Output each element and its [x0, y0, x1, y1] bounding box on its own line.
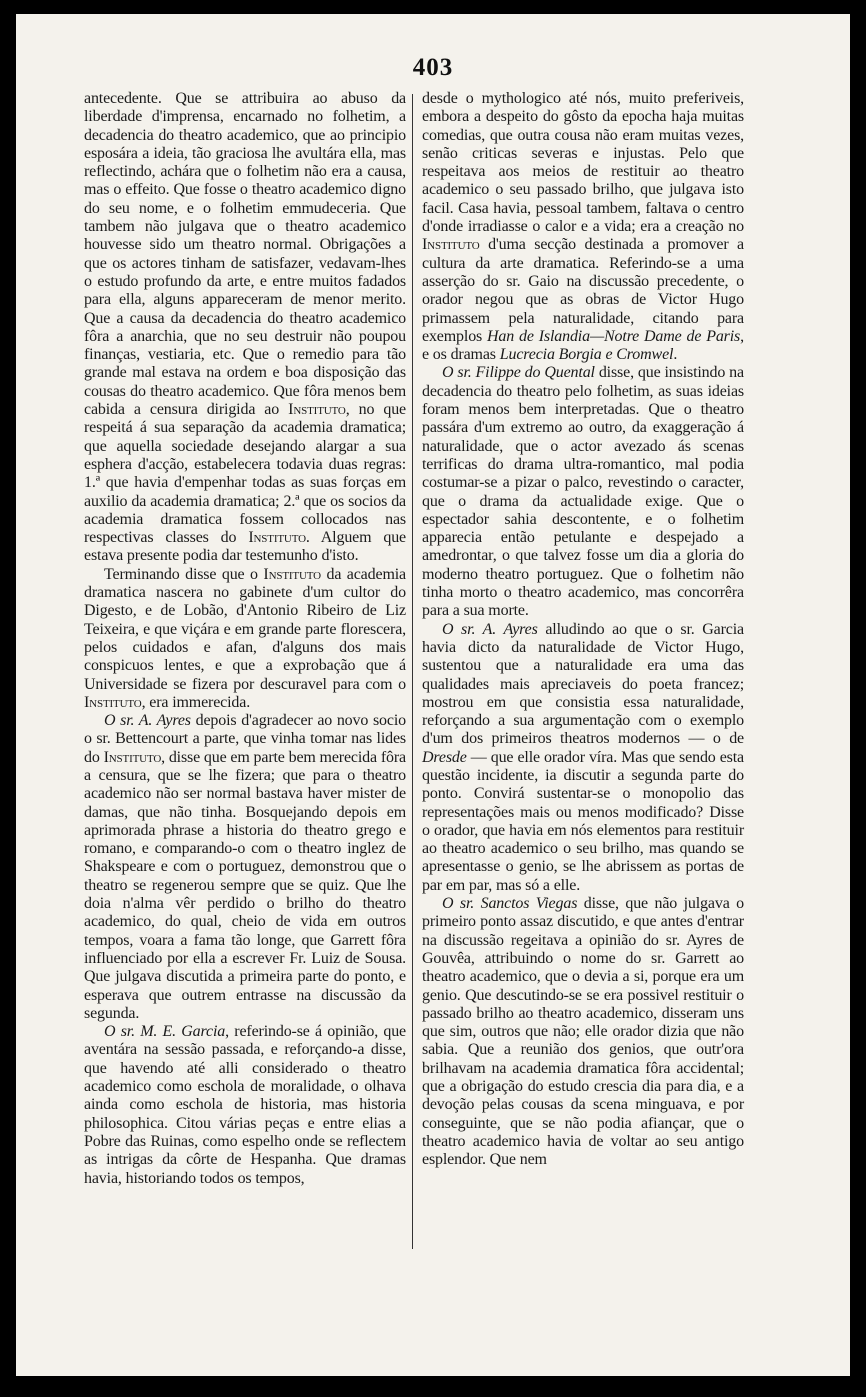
instituto-ref: Instituto	[84, 693, 142, 711]
drama-titles: Lucrecia Borgia e Cromwel	[499, 346, 674, 364]
instituto-ref: Instituto	[103, 748, 162, 766]
column-divider	[412, 94, 413, 1249]
paragraph: O sr. Sanctos Viegas disse, que não julgava o primeiro ponto assaz discutido, e que antes d'entrar na discussão regeitava a opinião do sr. Ayres de Gouvêa, attribuindo o nome do sr. Garrett ao theatro academico, que o devia a si, porque era um genio. Que descutindo-se se era possivel restituir o passado brilho ao theatro academico, disseram uns que sim, outros que não; elle orador dizia que não sabia. Que a reunião dos genios, que outr'ora brilhavam na academia dramatica fôra accidental; que a obrigação do estudo crescia dia para dia, e a devoção pelas cousas da scena minguava, e por conseguinte, que se não podia afiançar, que o theatro academico havia de voltar ao seu antigo esplendor. Que nem	[422, 895, 744, 1169]
work-titles: Han de Islandia—Notre Dame de Paris	[487, 327, 741, 345]
paragraph: O sr. M. E. Garcia, referindo-se á opinião, que aventára na sessão passada, e reforçando-a disse, que havendo até alli considerado o theatro academico como eschola de moralidade, o olhava ainda como eschola de historia, mas historia philosophica. Citou várias peças e entre elias a Pobre das Ruinas, como espelho onde se reflectem as intrigas da côrte de Hespanha. Que dramas havia, historiando todos os tempos,	[84, 1023, 407, 1187]
page-number: 403	[412, 54, 454, 81]
left-column	[84, 90, 406, 1188]
document-page	[16, 14, 850, 1376]
paragraph: Terminando disse que o Instituto da academia dramatica nascera no gabinete d'um cultor do Digesto, e de Lobão, d'Antonio Ribeiro de Liz Teixeira, e que viçára e em grande parte florescera, pelos cuidados e afan, d'alguns dos mais conspicuos lentes, e que a exprobação que á Universidade se fizera por descuravel para com o Instituto, era immerecida.	[84, 565, 406, 711]
speaker-name: O sr. A. Ayres	[442, 620, 538, 638]
paragraph: desde o mythologico até nós, muito preferiveis, embora a despeito do gôsto da epocha haja muitas comedias, que outra cousa não eram muitas vezes, senão criticas severas e injustas. Pelo que respeitava aos meios de restituir ao theatro academico o seu passado brilho, que julgava isto facil. Casa havia, pessoal tambem, faltava o centro d'onde irradiasse o calor e a vida; era a creação no Instituto d'uma secção destinada a promover a cultura da arte dramatica. Referindo-se a uma asserção do sr. Gaio na discussão precedente, o orador negou que as obras de Victor Hugo primassem pela naturalidade, citando para exemplos Han de Islandia—Notre Dame de Paris, e os dramas Lucrecia Borgia e Cromwel.	[422, 90, 744, 364]
right-column	[422, 90, 744, 1170]
speaker-name: O sr. A. Ayres	[104, 712, 191, 730]
instituto-ref: Instituto	[263, 565, 321, 583]
paragraph: O sr. A. Ayres depois d'agradecer ao novo socio o sr. Bettencourt a parte, que vinha tomar nas lides do Instituto, disse que em parte bem merecida fôra a censura, que se lhe fizera; que para o theatro academico não ser normal bastava haver mister de damas, que não tinha. Bosquejando depois em aprimorada phrase a historia do theatro grego e romano, e comparando-o com o theatro inglez de Shakspeare e com o portuguez, demonstrou que o theatro se regenerou sempre que se quiz. Que lhe doia n'alma vêr perdido o brilho do theatro academico, do qual, cheio de vida em outros tempos, voara a fama tão longe, que Garrett fôra influenciado por ella a escrever Fr. Luiz de Sousa. Que julgava discutida a primeira parte do ponto, e esperava que outrem entrasse na discussão da segunda.	[84, 712, 406, 1022]
paragraph: O sr. Filippe do Quental disse, que insistindo na decadencia do theatro pelo folhetim, as suas ideias foram menos bem interpretadas. Que o theatro passára d'um extremo ao outro, da exaggeração á naturalidade, que o actor avezado ás scenas terrificas do drama ultra-romantico, mal podia costumar-se a pizar o palco, revestindo o caracter, que o drama da actualidade exige. Que o espectador sahia descontente, e o folhetim apparecia então petulante e despejado a amedrontar, o que talvez fosse um dia a gloria do moderno theatro portuguez. Que o folhetim não tinha morto o theatro academico, mas concorrêra para a sua morte.	[422, 364, 744, 620]
instituto-ref: Instituto	[288, 401, 346, 419]
place-name: Dresde	[422, 748, 467, 766]
speaker-name: O sr. M. E. Garcia	[104, 1023, 226, 1041]
instituto-ref: Instituto	[422, 236, 480, 254]
speaker-name: O sr. Filippe do Quental	[442, 364, 595, 382]
paragraph: O sr. A. Ayres alludindo ao que o sr. Garcia havia dicto da naturalidade de Victor Hugo, sustentou que a naturalidade era uma das qualidades mais apreciaveis do poeta francez; mostrou em que consistia essa naturalidade, reforçando a sua argumentação com o exemplo d'um dos primeiros theatros modernos — o de Dresde — que elle orador víra. Mas que sendo esta questão incidente, ia discutir a segunda parte do ponto. Convirá sustentar-se o monopolio das representações mais ou menos modificado? Disse o orador, que havia em nós elementos para restituir ao theatro academico o seu brilho, mas quando se apresentasse o genio, se lhe abrissem as portas de par em par, mas só a elle.	[422, 620, 744, 894]
paragraph: antecedente. Que se attribuira ao abuso da liberdade d'imprensa, encarnado no folhetim, a decadencia do theatro academico, que ao principio esposára a ideia, tão graciosa lhe avultára ella, mas reflectindo, achára que o folhetim não era a causa, mas o effeito. Que fosse o theatro academico digno do seu nome, e o folhetim emmudeceria. Que tambem não julgava que o theatro academico houvesse sido um theatro normal. Obrigações a que os actores tinham de satisfazer, vedavam-lhes o estudo profundo da arte, e entre muitos fadados para ella, alguns appareceram de menor merito. Que a causa da decadencia do theatro academico fôra a anarchia, que no seu destruir não poupou finanças, vestiaria, etc. Que o remedio para tão grande mal estava na ordem e boa disposição das cousas do theatro academico. Que fôra menos bem cabida a censura dirigida ao Instituto, no que respeitá á sua separação da academia dramatica; que aquella sociedade desejando alargar a sua esphera d'acção, estabelecera todavia duas regras: 1.ª que havia d'empenhar todas as suas forças em auxilio da academia dramatica; 2.ª que os socios da academia dramatica fossem collocados nas respectivas classes do Instituto. Alguem que estava presente podia dar testemunho d'isto.	[84, 90, 407, 565]
instituto-ref: Instituto	[248, 529, 306, 547]
speaker-name: O sr. Sanctos Viegas	[442, 895, 578, 913]
